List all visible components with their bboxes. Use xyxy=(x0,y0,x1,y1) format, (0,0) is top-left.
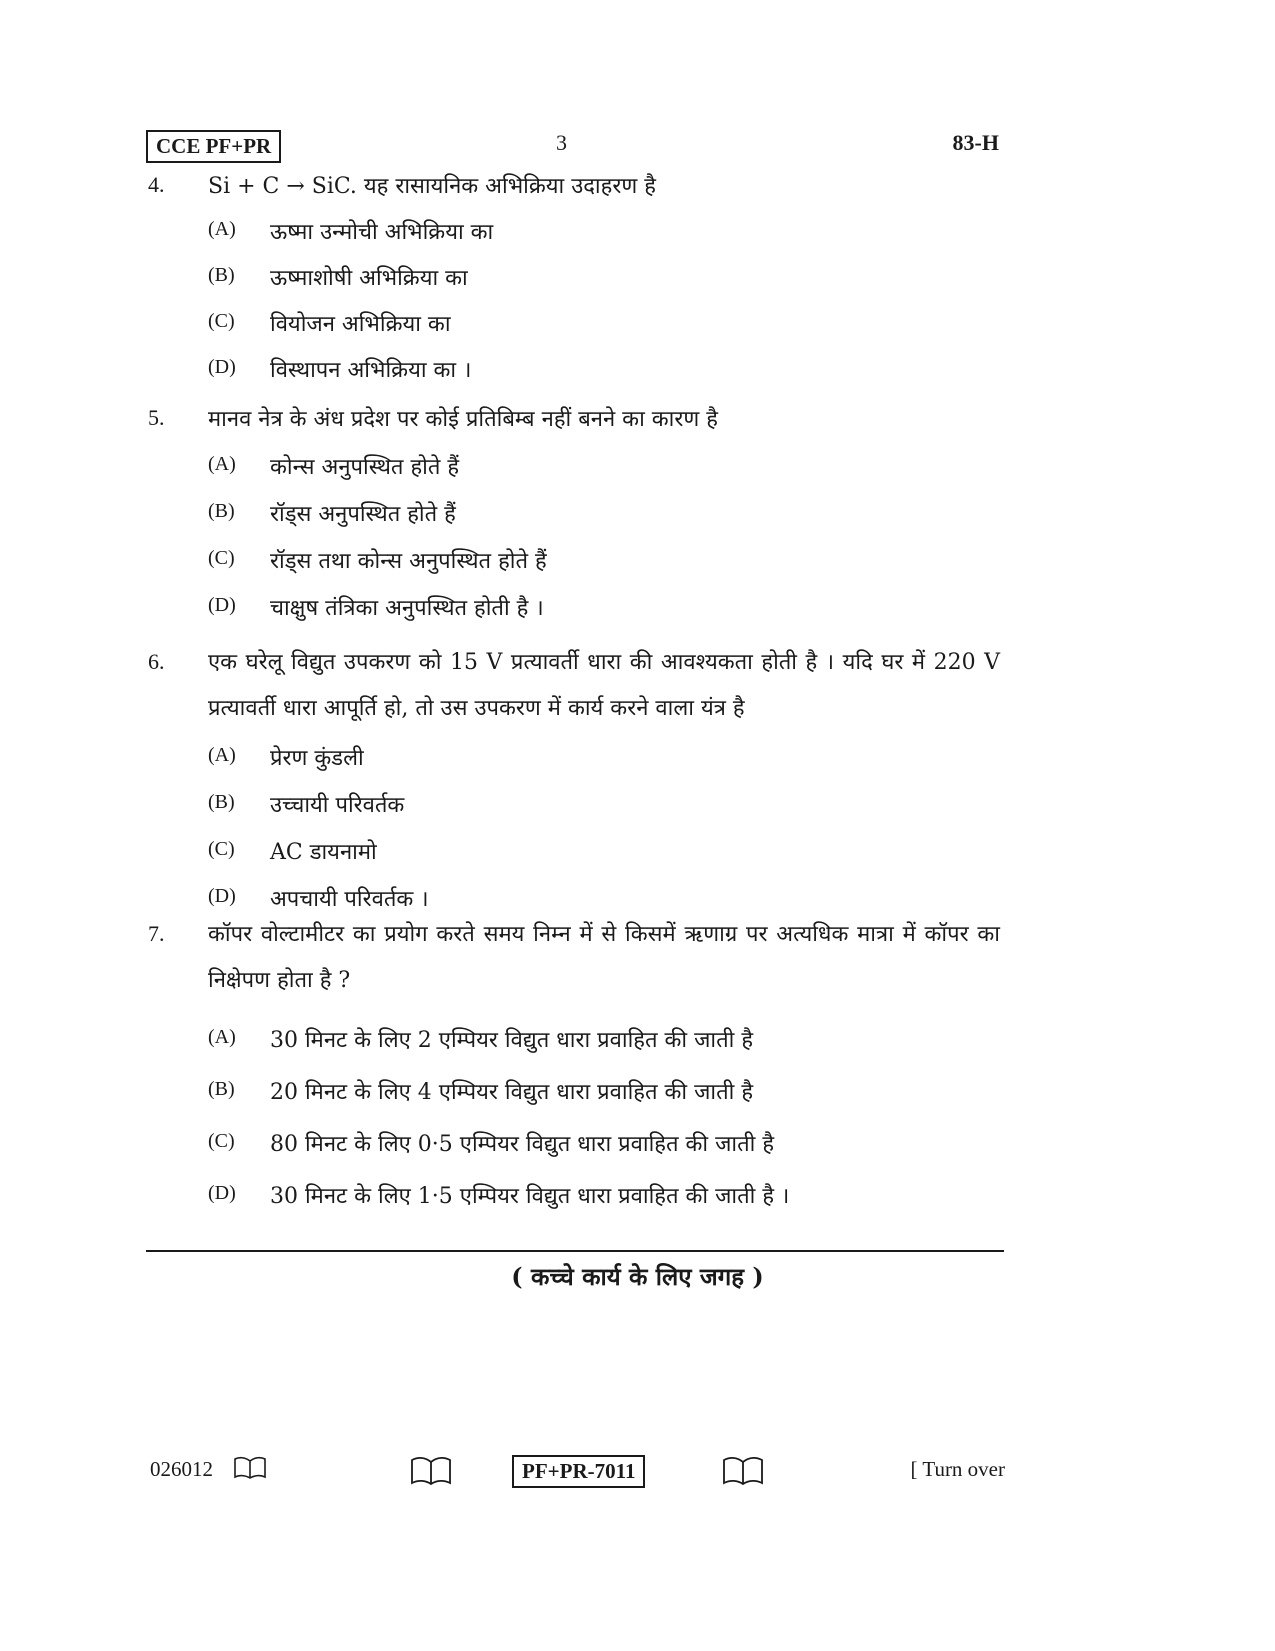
option-text: चाक्षुष तंत्रिका अनुपस्थित होती है । xyxy=(270,596,544,621)
question-7 xyxy=(148,912,1000,1210)
rough-work-heading: ( कच्चे कार्य के लिए जगह ) xyxy=(511,1262,764,1291)
question-text: कॉपर वोल्टामीटर का प्रयोग करते समय निम्न में से किसमें ऋणाग्र पर अत्यधिक मात्रा में कॉपर का निक्षेपण होता है ? xyxy=(208,922,1000,993)
option-text: वियोजन अभिक्रिया का xyxy=(270,312,451,337)
question-4 xyxy=(148,172,1000,384)
rough-work-divider xyxy=(146,1250,1004,1252)
book-icon xyxy=(722,1456,764,1486)
options-list xyxy=(208,451,1000,622)
question-text: Si + C → SiC. यह रासायनिक अभिक्रिया उदाहरण है xyxy=(208,174,656,199)
option-text: विस्थापन अभिक्रिया का । xyxy=(270,358,472,383)
book-icon xyxy=(233,1456,267,1480)
header-paper-code-box: CCE PF+PR xyxy=(146,130,281,163)
option-label: (B) xyxy=(208,264,235,286)
options-list xyxy=(208,216,1000,384)
option-label: (D) xyxy=(208,885,236,907)
option-label: (B) xyxy=(208,500,235,522)
option-text: अपचायी परिवर्तक । xyxy=(270,887,429,912)
question-text: मानव नेत्र के अंध प्रदेश पर कोई प्रतिबिम्ब नहीं बनने का कारण है xyxy=(208,407,718,432)
option-a xyxy=(208,451,1000,481)
option-text: 20 मिनट के लिए 4 एम्पियर विद्युत धारा प्रवाहित की जाती है xyxy=(270,1080,754,1105)
option-a xyxy=(208,1024,1000,1054)
option-label: (C) xyxy=(208,547,235,569)
footer-serial: 026012 xyxy=(150,1457,213,1481)
footer-paper-code-box: PF+PR-7011 xyxy=(512,1455,645,1488)
question-number: 5. xyxy=(148,405,165,430)
option-text: 30 मिनट के लिए 2 एम्पियर विद्युत धारा प्रवाहित की जाती है xyxy=(270,1028,754,1053)
option-label: (A) xyxy=(208,744,236,766)
question-number: 7. xyxy=(148,921,165,946)
option-label: (C) xyxy=(208,1130,235,1152)
option-label: (B) xyxy=(208,1078,235,1100)
option-label: (A) xyxy=(208,218,236,240)
option-text: ऊष्माशोषी अभिक्रिया का xyxy=(270,266,468,291)
question-6 xyxy=(148,640,1000,913)
book-icon xyxy=(410,1456,452,1486)
option-text: उच्चायी परिवर्तक xyxy=(270,793,405,818)
turn-over-note: [ Turn over xyxy=(910,1457,1005,1481)
option-label: (B) xyxy=(208,791,235,813)
option-label: (C) xyxy=(208,838,235,860)
option-label: (A) xyxy=(208,1026,236,1048)
option-c xyxy=(208,308,1000,338)
option-text: 80 मिनट के लिए 0·5 एम्पियर विद्युत धारा प्रवाहित की जाती है xyxy=(270,1132,775,1157)
option-text: 30 मिनट के लिए 1·5 एम्पियर विद्युत धारा प्रवाहित की जाती है । xyxy=(270,1184,790,1209)
question-5 xyxy=(148,405,1000,622)
option-a xyxy=(208,216,1000,246)
option-d xyxy=(208,1180,1000,1210)
option-d xyxy=(208,883,1000,913)
option-label: (A) xyxy=(208,453,236,475)
option-c xyxy=(208,1128,1000,1158)
option-text: रॉड्स तथा कोन्स अनुपस्थित होते हैं xyxy=(270,549,547,574)
option-text: ऊष्मा उन्मोची अभिक्रिया का xyxy=(270,220,494,245)
option-label: (D) xyxy=(208,594,236,616)
header-right-code: 83-H xyxy=(952,130,999,155)
option-a xyxy=(208,742,1000,772)
option-b xyxy=(208,1076,1000,1106)
option-b xyxy=(208,789,1000,819)
question-text: एक घरेलू विद्युत उपकरण को 15 V प्रत्यावर्ती धारा की आवश्यकता होती है । यदि घर में 220 V प्रत्यावर्ती धारा आपूर्ति हो, तो उस उपकरण में कार्य करने वाला यंत्र है xyxy=(208,650,1000,721)
options-list xyxy=(208,742,1000,913)
question-number: 6. xyxy=(148,649,165,674)
option-text: प्रेरण कुंडली xyxy=(270,746,364,771)
option-text: रॉड्स अनुपस्थित होते हैं xyxy=(270,502,456,527)
option-text: कोन्स अनुपस्थित होते हैं xyxy=(270,455,460,480)
option-text: AC डायनामो xyxy=(270,840,377,865)
option-label: (D) xyxy=(208,356,236,378)
option-label: (D) xyxy=(208,1182,236,1204)
option-c xyxy=(208,545,1000,575)
option-c xyxy=(208,836,1000,866)
page-number: 3 xyxy=(556,130,567,155)
option-b xyxy=(208,498,1000,528)
options-list xyxy=(208,1024,1000,1210)
question-number: 4. xyxy=(148,172,165,197)
option-d xyxy=(208,592,1000,622)
option-label: (C) xyxy=(208,310,235,332)
option-b xyxy=(208,262,1000,292)
option-d xyxy=(208,354,1000,384)
